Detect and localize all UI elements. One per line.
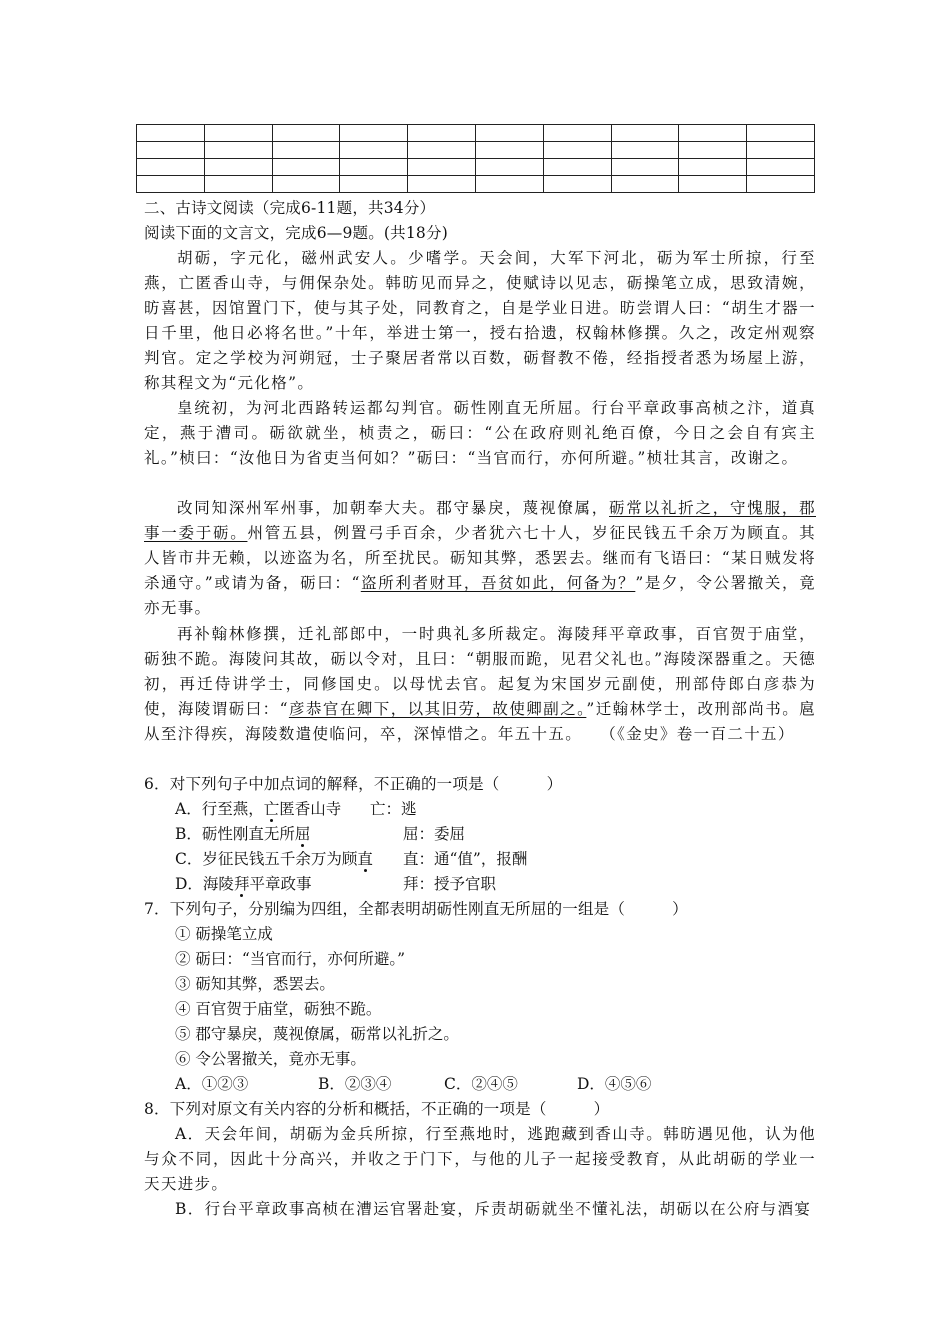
grid-cell xyxy=(611,142,679,159)
question-8-option-b: B．行台平章政事高桢在漕运官署赴宴，斥责胡砺就坐不懂礼法，胡砺以在公府与酒宴 xyxy=(175,1200,812,1218)
passage-paragraph-3: 改同知深州军州事，加朝奉大夫。郡守暴戾，蔑视僚属，砺常以礼折之，守愧服，郡事一委于砺。州管五县，例置弓手百余，少者犹六七十人，岁征民钱五千余万为顾直。其人皆市井无赖，以迹盗为名，所至扰民。砺知其弊，悉罢去。继而有飞语曰：“某日贼发将杀通守。”或请为备，砺曰：“盗所利者财耳，吾贫如此，何备为？”是夕，令公署撤关，竟亦无事。 xyxy=(144,499,817,617)
grid-cell xyxy=(272,159,340,176)
grid-cell xyxy=(137,176,205,193)
underlined-sentence-3: 彦恭官在卿下，以其旧劳，故使卿副之。 xyxy=(288,700,587,718)
grid-cell xyxy=(340,159,408,176)
choice-d: D．④⑤⑥ xyxy=(577,1075,652,1093)
question-7-item: ④ 百官贺于庙堂，砺独不跪。 xyxy=(175,1000,382,1018)
answer-grid xyxy=(136,124,815,193)
grid-cell xyxy=(408,176,476,193)
grid-cell xyxy=(408,142,476,159)
question-6-stem: 6．对下列句子中加点词的解释，不正确的一项是（ ） xyxy=(144,775,563,793)
grid-cell xyxy=(137,125,205,142)
grid-cell xyxy=(408,125,476,142)
underlined-sentence-1: 砺常以礼折之，守愧服，郡事一委于砺。 xyxy=(144,499,816,542)
grid-cell xyxy=(679,142,747,159)
grid-cell xyxy=(137,142,205,159)
grid-cell xyxy=(747,159,815,176)
underlined-sentence-2: 盗所利者财耳，吾贫如此，何备为？ xyxy=(360,574,636,592)
question-6-option-b: B．砺性刚直无所屈 屈：委屈 xyxy=(175,825,466,843)
grid-cell xyxy=(747,176,815,193)
question-6-option-a: A．行至燕，亡匿香山寺 亡：逃 xyxy=(175,800,417,818)
grid-cell xyxy=(408,159,476,176)
grid-cell xyxy=(137,159,205,176)
choice-a: A．①②③ xyxy=(175,1075,249,1093)
grid-cell xyxy=(679,159,747,176)
grid-cell xyxy=(611,125,679,142)
passage-paragraph-1: 胡砺，字元化，磁州武安人。少嗜学。天会间，大军下河北，砺为军士所掠，行至燕，亡匿香山寺，与佣保杂处。韩昉见而异之，使赋诗以见志，砺操笔立成，思致清婉，昉喜甚，因馆置门下，使与其子处，同教育之，自是学业日进。昉尝谓人曰：“胡生才器一日千里，他日必将名世。”十年，举进士第一，授右拾遗，权翰林修撰。久之，改定州观察判官。定之学校为河朔冠，士子聚居者常以百数，砺督教不倦，经指授者悉为场屋上游，称其程文为“元化格”。 xyxy=(144,249,816,392)
grid-cell xyxy=(475,125,543,142)
grid-cell xyxy=(611,176,679,193)
grid-cell xyxy=(340,125,408,142)
question-7-item: ③ 砺知其弊，悉罢去。 xyxy=(175,975,335,993)
grid-cell xyxy=(747,125,815,142)
question-7-item: ② 砺曰：“当官而行，亦何所避。” xyxy=(175,950,406,968)
grid-cell xyxy=(543,125,611,142)
question-7-item: ⑤ 郡守暴戾，蔑视僚属，砺常以礼折之。 xyxy=(175,1025,459,1043)
grid-cell xyxy=(475,159,543,176)
passage-paragraph-2: 皇统初，为河北西路转运都勾判官。砺性刚直无所屈。行台平章政事高桢之汴，道真定，燕于漕司。砺欲就坐，桢责之，砺曰：“公在政府则礼绝百僚，今日之会自有宾主礼。”桢曰：“汝他日为省吏当何如？”砺曰：“当官而行，亦何所避。”桢壮其言，改谢之。 xyxy=(144,399,816,467)
grid-cell xyxy=(204,176,272,193)
grid-row xyxy=(137,176,815,193)
grid-row xyxy=(137,142,815,159)
question-7-choices xyxy=(175,1072,651,1097)
grid-cell xyxy=(679,176,747,193)
question-7-stem: 7．下列句子，分别编为四组，全都表明胡砺性刚直无所屈的一组是（ ） xyxy=(144,900,688,918)
question-8-option-a: A．天会年间，胡砺为金兵所掠，行至燕地时，逃跑藏到香山寺。韩昉遇见他，认为他与众不同，因此十分高兴，并收之于门下，与他的儿子一起接受教育，从此胡砺的学业一天天进步。 xyxy=(144,1125,816,1193)
grid-cell xyxy=(543,176,611,193)
question-7-item: ① 砺操笔立成 xyxy=(175,925,273,943)
grid-cell xyxy=(475,176,543,193)
grid-cell xyxy=(475,142,543,159)
grid-cell xyxy=(340,176,408,193)
grid-cell xyxy=(543,142,611,159)
grid-cell xyxy=(204,142,272,159)
grid-cell xyxy=(543,159,611,176)
choice-c: C．②④⑤ xyxy=(444,1075,518,1093)
grid-cell xyxy=(679,125,747,142)
grid-cell xyxy=(204,159,272,176)
grid-cell xyxy=(272,176,340,193)
grid-cell xyxy=(272,142,340,159)
question-6-option-c: C．岁征民钱五千余万为顾直 直：通“值”，报酬 xyxy=(175,850,528,868)
instruction: 阅读下面的文言文，完成6—9题。(共18分) xyxy=(144,224,448,242)
section-title: 二、古诗文阅读（完成6-11题，共34分） xyxy=(144,199,436,217)
question-8-stem: 8．下列对原文有关内容的分析和概括，不正确的一项是（ ） xyxy=(144,1100,610,1118)
grid-cell xyxy=(747,142,815,159)
grid-cell xyxy=(204,125,272,142)
question-7-item: ⑥ 令公署撤关，竟亦无事。 xyxy=(175,1050,366,1068)
grid-cell xyxy=(611,159,679,176)
grid-cell xyxy=(340,142,408,159)
grid-row xyxy=(137,159,815,176)
grid-row xyxy=(137,125,815,142)
question-6-option-d: D．海陵拜平章政事 拜：授予官职 xyxy=(175,875,497,893)
passage-paragraph-4: 再补翰林修撰，迁礼部郎中，一时典礼多所裁定。海陵拜平章政事，百官贺于庙堂，砺独不跪。海陵问其故，砺以令对，且曰：“朝服而跪，见君父礼也。”海陵深器重之。天德初，再迁侍讲学士，同修国史。以母忧去官。起复为宋国岁元副使，刑部侍郎白彦恭为使，海陵谓砺曰：“彦恭官在卿下，以其旧劳，故使卿副之。”迁翰林学士，改刑部尚书。扈从至汴得疾，海陵数遣使临问，卒，深悼惜之。年五十五。 （《金史》卷一百二十五） xyxy=(144,625,816,743)
grid-cell xyxy=(272,125,340,142)
choice-b: B．②③④ xyxy=(318,1075,392,1093)
